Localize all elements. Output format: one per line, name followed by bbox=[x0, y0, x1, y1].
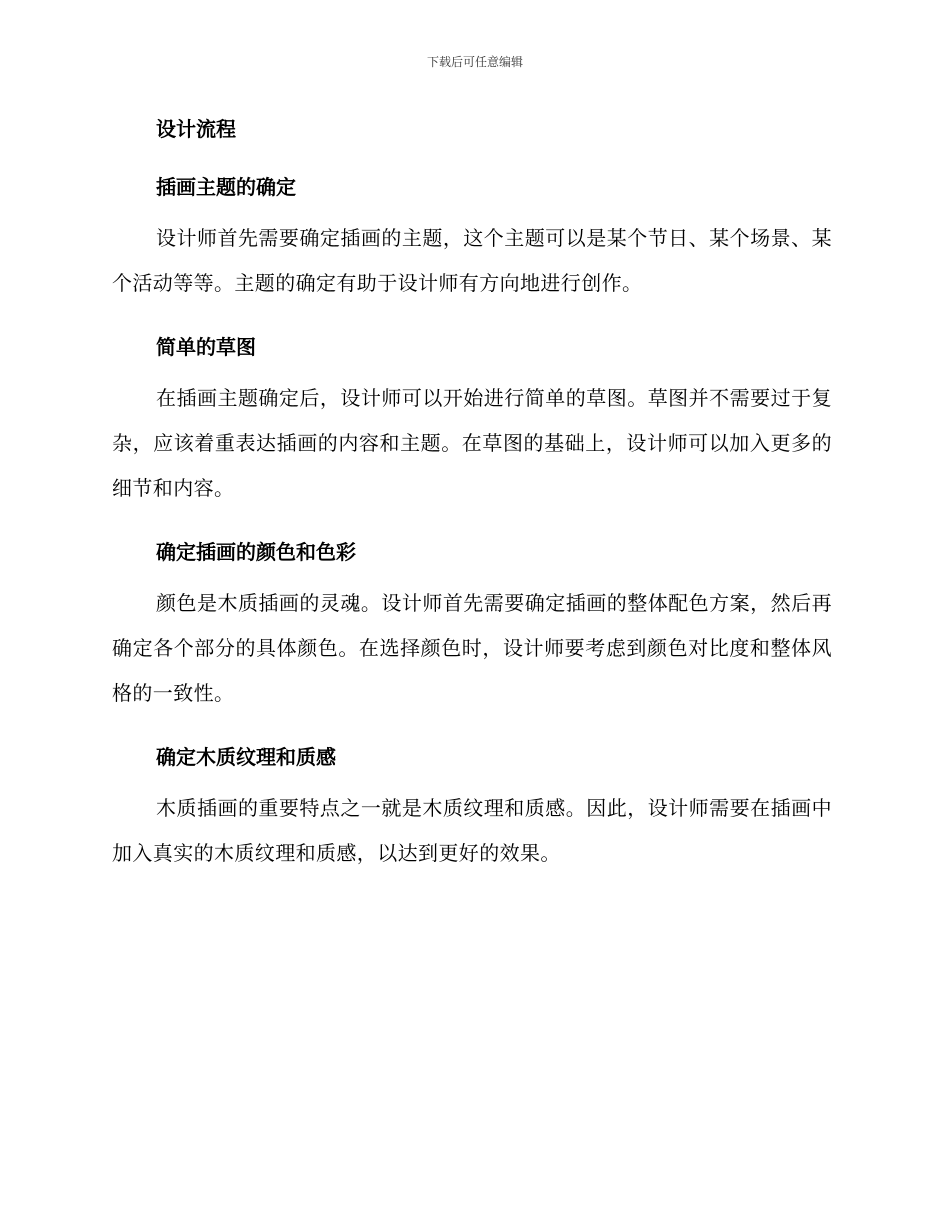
paragraph-color: 颜色是木质插画的灵魂。设计师首先需要确定插画的整体配色方案，然后再确定各个部分的具体颜色。在选择颜色时，设计师要考虑到颜色对比度和整体风格的一致性。 bbox=[112, 591, 832, 705]
subsection-heading-color: 确定插画的颜色和色彩 bbox=[156, 540, 356, 564]
paragraph-sketch: 在插画主题确定后，设计师可以开始进行简单的草图。草图并不需要过于复杂，应该着重表达插画的内容和主题。在草图的基础上，设计师可以加入更多的细节和内容。 bbox=[112, 386, 832, 500]
document-body bbox=[112, 112, 832, 876]
paragraph-texture: 木质插画的重要特点之一就是木质纹理和质感。因此，设计师需要在插画中加入真实的木质纹理和质感，以达到更好的效果。 bbox=[112, 796, 832, 865]
header-note: 下载后可任意编辑 bbox=[426, 55, 523, 69]
paragraph-theme: 设计师首先需要确定插画的主题，这个主题可以是某个节日、某个场景、某个活动等等。主题的确定有助于设计师有方向地进行创作。 bbox=[112, 226, 832, 295]
subsection-heading-texture: 确定木质纹理和质感 bbox=[156, 745, 336, 769]
subsection-heading-sketch: 简单的草图 bbox=[156, 335, 256, 359]
section-title: 设计流程 bbox=[156, 117, 236, 141]
subsection-heading-theme: 插画主题的确定 bbox=[156, 175, 296, 199]
